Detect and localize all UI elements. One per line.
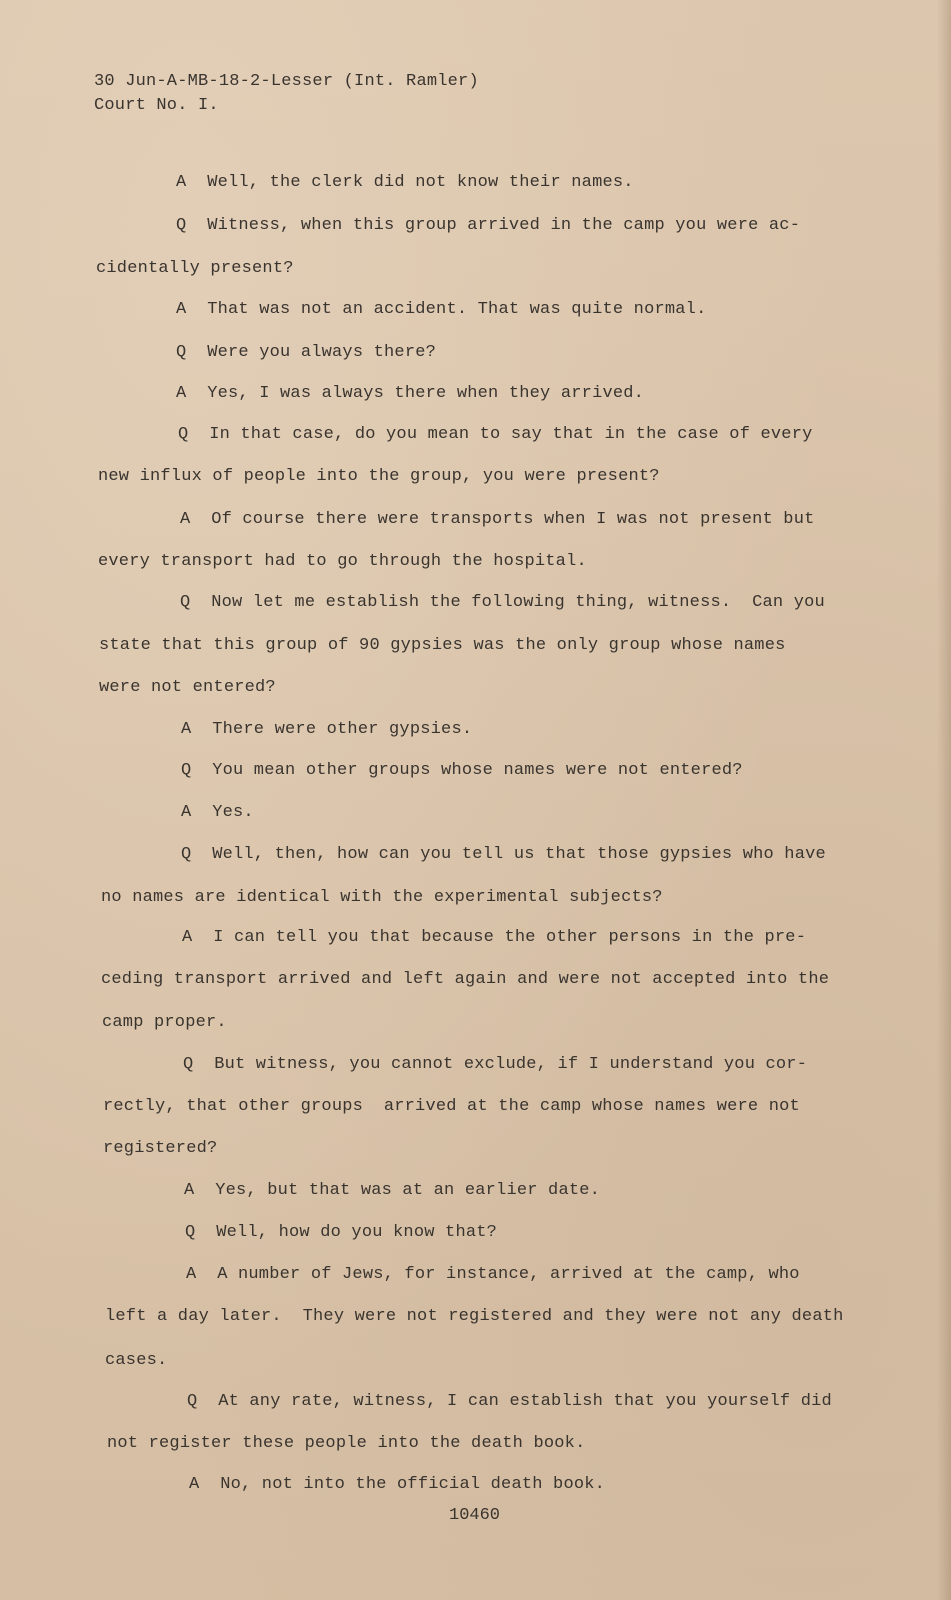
document-header — [94, 70, 479, 118]
transcript-line: Q Now let me establish the following thing, witness. Can you — [180, 593, 825, 612]
transcript-line: A I can tell you that because the other persons in the pre- — [182, 928, 807, 947]
transcript-line: Q At any rate, witness, I can establish that you yourself did — [187, 1392, 832, 1411]
transcript-line: Q But witness, you cannot exclude, if I understand you cor- — [183, 1055, 808, 1074]
transcript-line: camp proper. — [102, 1013, 227, 1032]
transcript-line: A A number of Jews, for instance, arrived at the camp, who — [186, 1265, 800, 1284]
transcript-line: registered? — [103, 1139, 218, 1158]
transcript-line: Q Well, then, how can you tell us that those gypsies who have — [181, 845, 826, 864]
transcript-line: ceding transport arrived and left again and were not accepted into the — [101, 970, 830, 989]
transcript-line: left a day later. They were not registered and they were not any death — [105, 1307, 844, 1326]
transcript-line: A Yes, I was always there when they arrived. — [176, 384, 645, 403]
paper-edge-shadow — [937, 0, 951, 1600]
transcript-line: Q Witness, when this group arrived in the camp you were ac- — [176, 216, 801, 235]
header-court-number: Court No. I. — [94, 96, 219, 115]
transcript-line: Q Well, how do you know that? — [185, 1223, 498, 1242]
transcript-line: were not entered? — [99, 678, 276, 697]
transcript-line: Q In that case, do you mean to say that in the case of every — [178, 425, 813, 444]
transcript-line: cidentally present? — [96, 259, 294, 278]
transcript-line: state that this group of 90 gypsies was the only group whose names — [99, 636, 786, 655]
transcript-line: A Yes, but that was at an earlier date. — [184, 1181, 601, 1200]
transcript-line: rectly, that other groups arrived at the camp whose names were not — [103, 1097, 800, 1116]
transcript-line: A Of course there were transports when I was not present but — [180, 510, 815, 529]
transcript-line: every transport had to go through the hospital. — [98, 552, 587, 571]
transcript-line: A No, not into the official death book. — [189, 1475, 606, 1494]
transcript-line: A Well, the clerk did not know their names. — [176, 173, 634, 192]
transcript-line: not register these people into the death book. — [107, 1434, 586, 1453]
transcript-line: A That was not an accident. That was quite normal. — [176, 300, 707, 319]
page-number: 10460 — [449, 1506, 501, 1525]
transcript-line: new influx of people into the group, you were present? — [98, 467, 660, 486]
transcript-line: A There were other gypsies. — [181, 720, 473, 739]
transcript-line: A Yes. — [181, 803, 254, 822]
transcript-line: no names are identical with the experimental subjects? — [101, 888, 663, 907]
header-case-reference: 30 Jun-A-MB-18-2-Lesser (Int. Ramler) — [94, 72, 479, 91]
transcript-line: Q You mean other groups whose names were not entered? — [181, 761, 743, 780]
transcript-line: cases. — [105, 1351, 168, 1370]
transcript-line: Q Were you always there? — [176, 343, 437, 362]
